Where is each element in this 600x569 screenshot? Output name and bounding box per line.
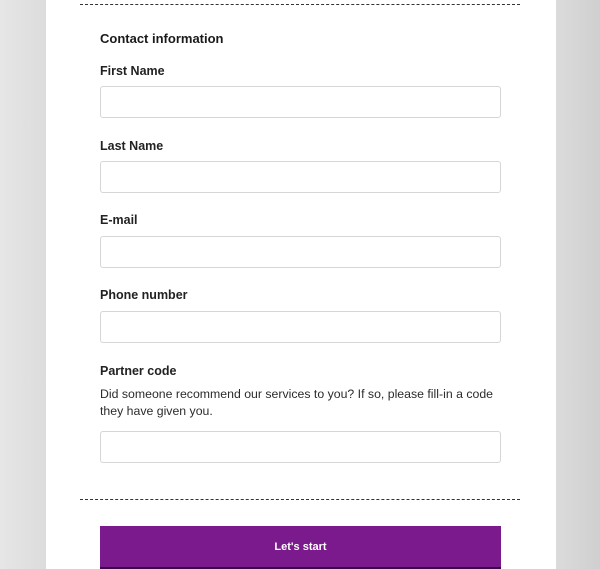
first-name-input[interactable] — [100, 86, 501, 118]
last-name-input[interactable] — [100, 161, 501, 193]
section-title: Contact information — [100, 31, 224, 46]
partner-code-input[interactable] — [100, 431, 501, 463]
partner-code-label: Partner code — [100, 364, 177, 378]
phone-number-input[interactable] — [100, 311, 501, 343]
last-name-label: Last Name — [100, 139, 164, 153]
bottom-divider — [80, 499, 520, 500]
partner-code-helper-text: Did someone recommend our services to you? If so, please fill-in a code they have given you. — [100, 387, 494, 418]
email-input[interactable] — [100, 236, 501, 268]
top-divider — [80, 4, 520, 5]
form-card — [46, 0, 556, 569]
first-name-label: First Name — [100, 64, 165, 78]
email-label: E-mail — [100, 213, 138, 227]
lets-start-button[interactable]: Let's start — [100, 526, 501, 569]
phone-number-label: Phone number — [100, 288, 188, 302]
